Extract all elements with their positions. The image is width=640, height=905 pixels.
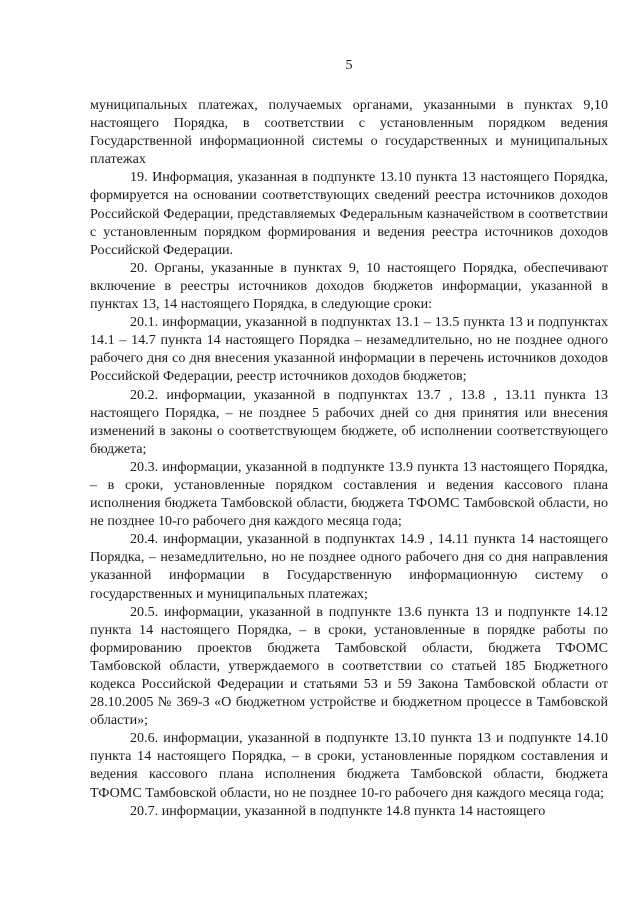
paragraph-19: 19. Информация, указанная в подпункте 13.10 пункта 13 настоящего Порядка, формируется на основании соответствующих сведений реестра источников доходов Российской Федерации, представляемых Федеральным казначейством в соответствии с установленным порядком формирования и ведения реестра источников доходов Российской Федерации.	[90, 169, 608, 258]
paragraph-20-7: 20.7. информации, указанной в подпункте 14.8 пункта 14 настоящего	[130, 802, 546, 819]
paragraph-20-3: 20.3. информации, указанной в подпункте 13.9 пункта 13 настоящего Порядка, – в сроки, установленные порядком составления и ведения кассового плана исполнения бюджета Тамбовской области, бюджета ТФОМС Тамбовской области, но не позднее 10-го рабочего дня каждого месяца года;	[90, 458, 608, 530]
paragraph-20-1: 20.1. информации, указанной в подпунктах 13.1 – 13.5 пункта 13 и подпунктах 14.1 – 14.7 пункта 14 настоящего Порядка – незамедлительно, но не позднее одного рабочего дня со дня внесения указанной информации в перечень источников доходов Российской Федерации, реестр источников доходов бюджетов;	[90, 314, 608, 385]
page-number: 5	[345, 58, 353, 73]
paragraph-20: 20. Органы, указанные в пунктах 9, 10 настоящего Порядка, обеспечивают включение в реестры источников доходов бюджетов информации, указанной в пунктах 13, 14 настоящего Порядка, в следующие сроки:	[90, 259, 608, 313]
document-body	[90, 96, 608, 820]
paragraph-20-5: 20.5. информации, указанной в подпункте 13.6 пункта 13 и подпункте 14.12 пункта 14 настоящего Порядка, – в сроки, установленные в порядке работы по формированию проектов бюджета Тамбовской области, бюджета ТФОМС Тамбовской области, утверждаемого в соответствии со статьей 185 Бюджетного кодекса Российской Федерации и статьями 53 и 59 Закона Тамбовской области от 28.10.2005 № 369-З «О бюджетном устройстве и бюджетном процессе в Тамбовской области»;	[90, 603, 608, 729]
paragraph-20-2: 20.2. информации, указанной в подпунктах 13.7 , 13.8 , 13.11 пункта 13 настоящего Порядка, – не позднее 5 рабочих дней со дня принятия или внесения изменений в законы о соответствующем бюджете, об исполнении соответствующего бюджета;	[90, 386, 608, 457]
paragraph-continuation: муниципальных платежах, получаемых органами, указанными в пунктах 9,10 настоящего Порядка, в соответствии с установленным порядком ведения Государственной информационной системы о государственных и муниципальных платежах	[90, 97, 608, 168]
paragraph-20-4: 20.4. информации, указанной в подпунктах 14.9 , 14.11 пункта 14 настоящего Порядка, – незамедлительно, но не позднее одного рабочего дня со дня направления указанной информации в Государственную информационную систему о государственных и муниципальных платежах;	[90, 531, 608, 602]
paragraph-20-6: 20.6. информации, указанной в подпункте 13.10 пункта 13 и подпункте 14.10 пункта 14 настоящего Порядка, – в сроки, установленные порядком составления и ведения кассового плана исполнения бюджета Тамбовской области, бюджета ТФОМС Тамбовской области, но не позднее 10-го рабочего дня каждого месяца года;	[90, 730, 608, 801]
